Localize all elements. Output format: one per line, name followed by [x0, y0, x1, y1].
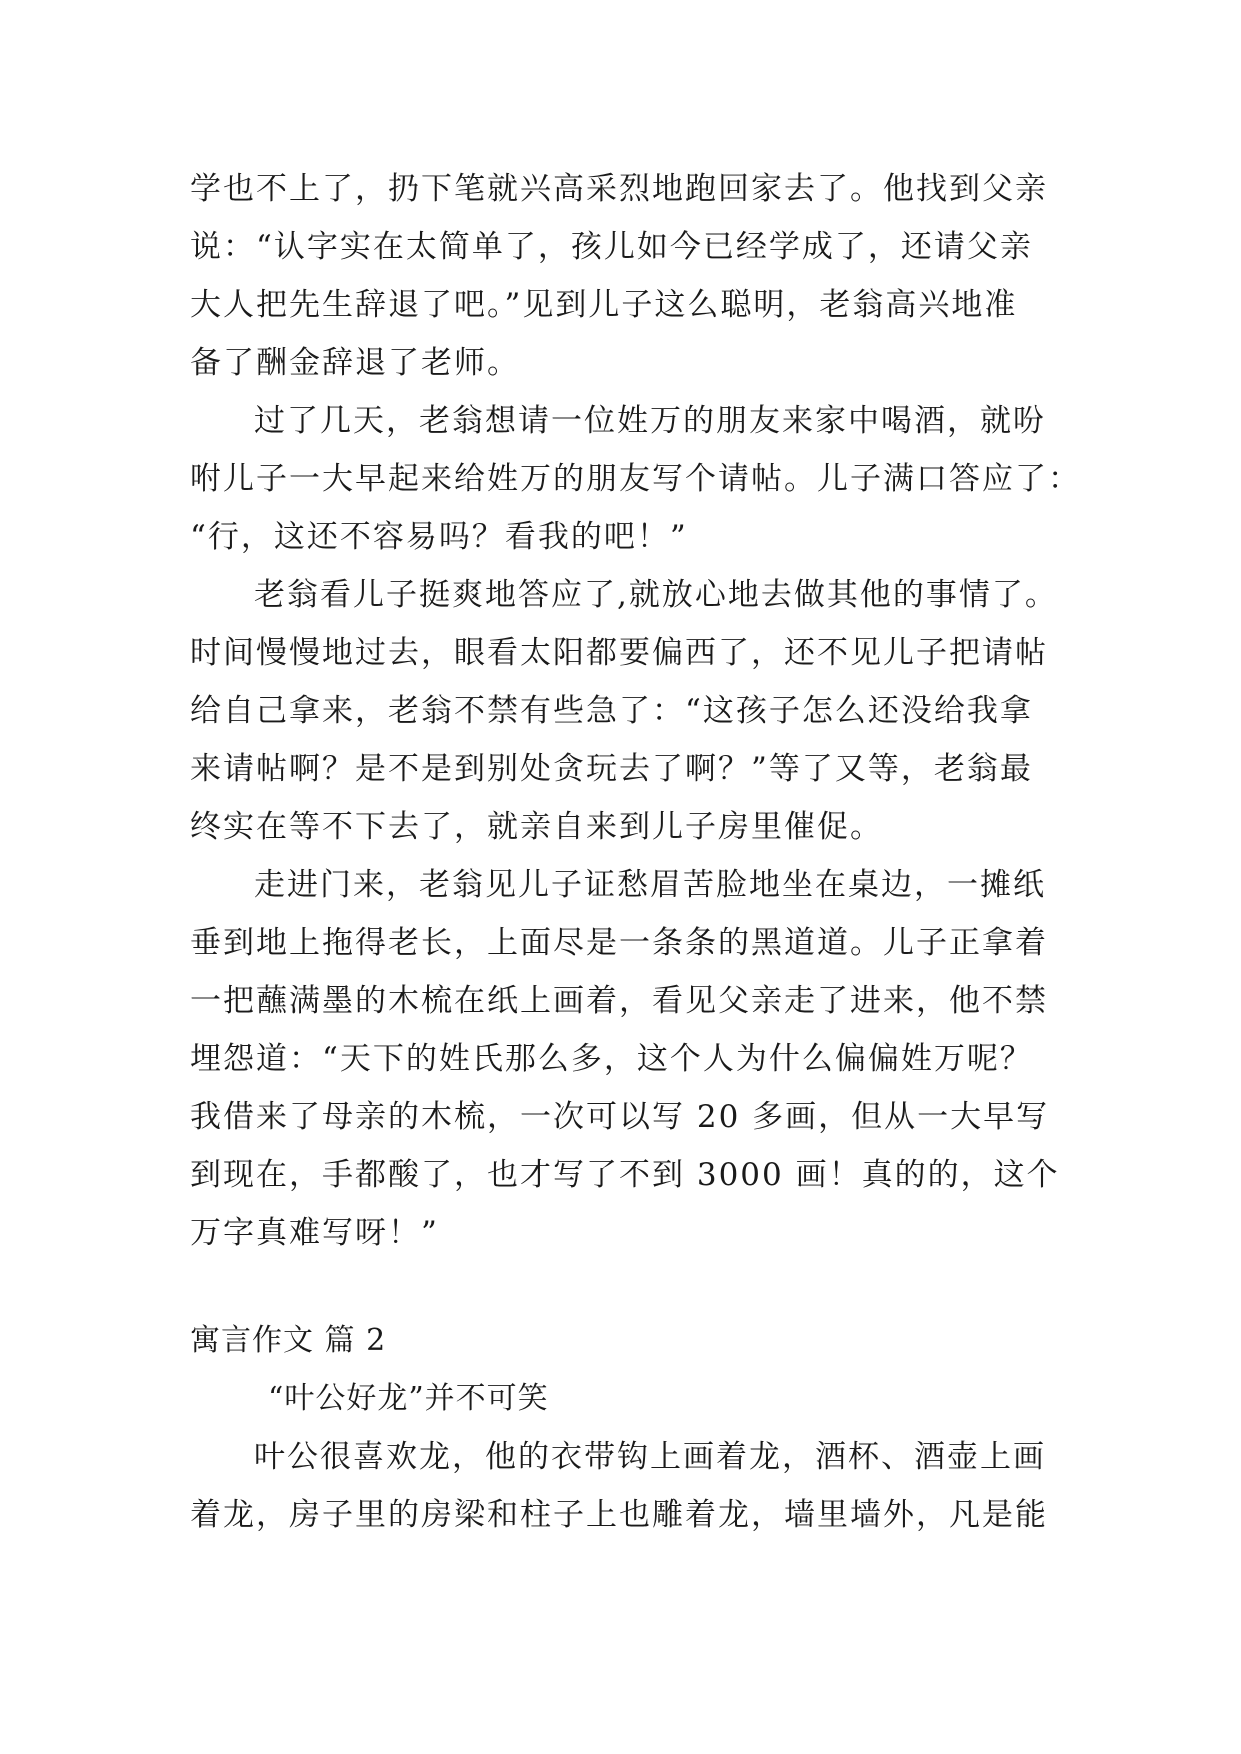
- paragraph-5: [190, 1428, 1052, 1544]
- text-line: 时间慢慢地过去，眼看太阳都要偏西了，还不见儿子把请帖: [190, 635, 1048, 671]
- text-line: 我借来了母亲的木梳，一次可以写 20 多画，但从一大早写: [190, 1099, 1050, 1135]
- text-line: 来请帖啊？是不是到别处贪玩去了啊？”等了又等，老翁最: [190, 751, 1033, 787]
- text-line: 备了酬金辞退了老师。: [190, 345, 520, 381]
- text-line: 咐儿子一大早起来给姓万的朋友写个请帖。儿子满口答应了：: [190, 461, 1081, 497]
- text-line: 给自己拿来，老翁不禁有些急了：“这孩子怎么还没给我拿: [190, 693, 1033, 729]
- text-line: 埋怨道：“天下的姓氏那么多，这个人为什么偏偏姓万呢？: [190, 1041, 1033, 1077]
- text-line: 万字真难写呀！”: [190, 1215, 439, 1251]
- document-body: [190, 160, 1081, 1544]
- text-line: 垂到地上拖得老长，上面尽是一条条的黑道道。儿子正拿着: [190, 925, 1048, 961]
- section-spacer: [190, 1262, 1052, 1312]
- text-line: 大人把先生辞退了吧。”见到儿子这么聪明，老翁高兴地准: [190, 287, 1018, 323]
- text-line: “行，这还不容易吗？看我的吧！”: [190, 519, 688, 555]
- text-line: 过了几天，老翁想请一位姓万的朋友来家中喝酒，就吩: [254, 403, 1046, 439]
- text-line: 学也不上了，扔下笔就兴高采烈地跑回家去了。他找到父亲: [190, 171, 1048, 207]
- text-line: 着龙，房子里的房梁和柱子上也雕着龙，墙里墙外，凡是能: [190, 1497, 1048, 1533]
- text-line: 走进门来，老翁见儿子证愁眉苦脸地坐在桌边，一摊纸: [254, 867, 1046, 903]
- text-line: 一把蘸满墨的木梳在纸上画着，看见父亲走了进来，他不禁: [190, 983, 1048, 1019]
- article-title: “叶公好龙”并不可笑: [268, 1381, 549, 1416]
- paragraph-2: [190, 392, 1081, 566]
- text-line: 老翁看儿子挺爽地答应了,就放心地去做其他的事情了。: [254, 577, 1058, 613]
- text-line: 到现在，手都酸了，也才写了不到 3000 画！真的的，这个: [190, 1157, 1060, 1193]
- text-line: 叶公很喜欢龙，他的衣带钩上画着龙，酒杯、酒壶上画: [254, 1439, 1046, 1475]
- text-line: 说：“认字实在太简单了，孩儿如今已经学成了，还请父亲: [190, 229, 1033, 265]
- paragraph-3: [190, 566, 1058, 856]
- text-line: 终实在等不下去了，就亲自来到儿子房里催促。: [190, 809, 883, 845]
- paragraph-4: [190, 856, 1060, 1262]
- paragraph-1: [190, 160, 1052, 392]
- section-heading: 寓言作文 篇 2: [190, 1323, 387, 1358]
